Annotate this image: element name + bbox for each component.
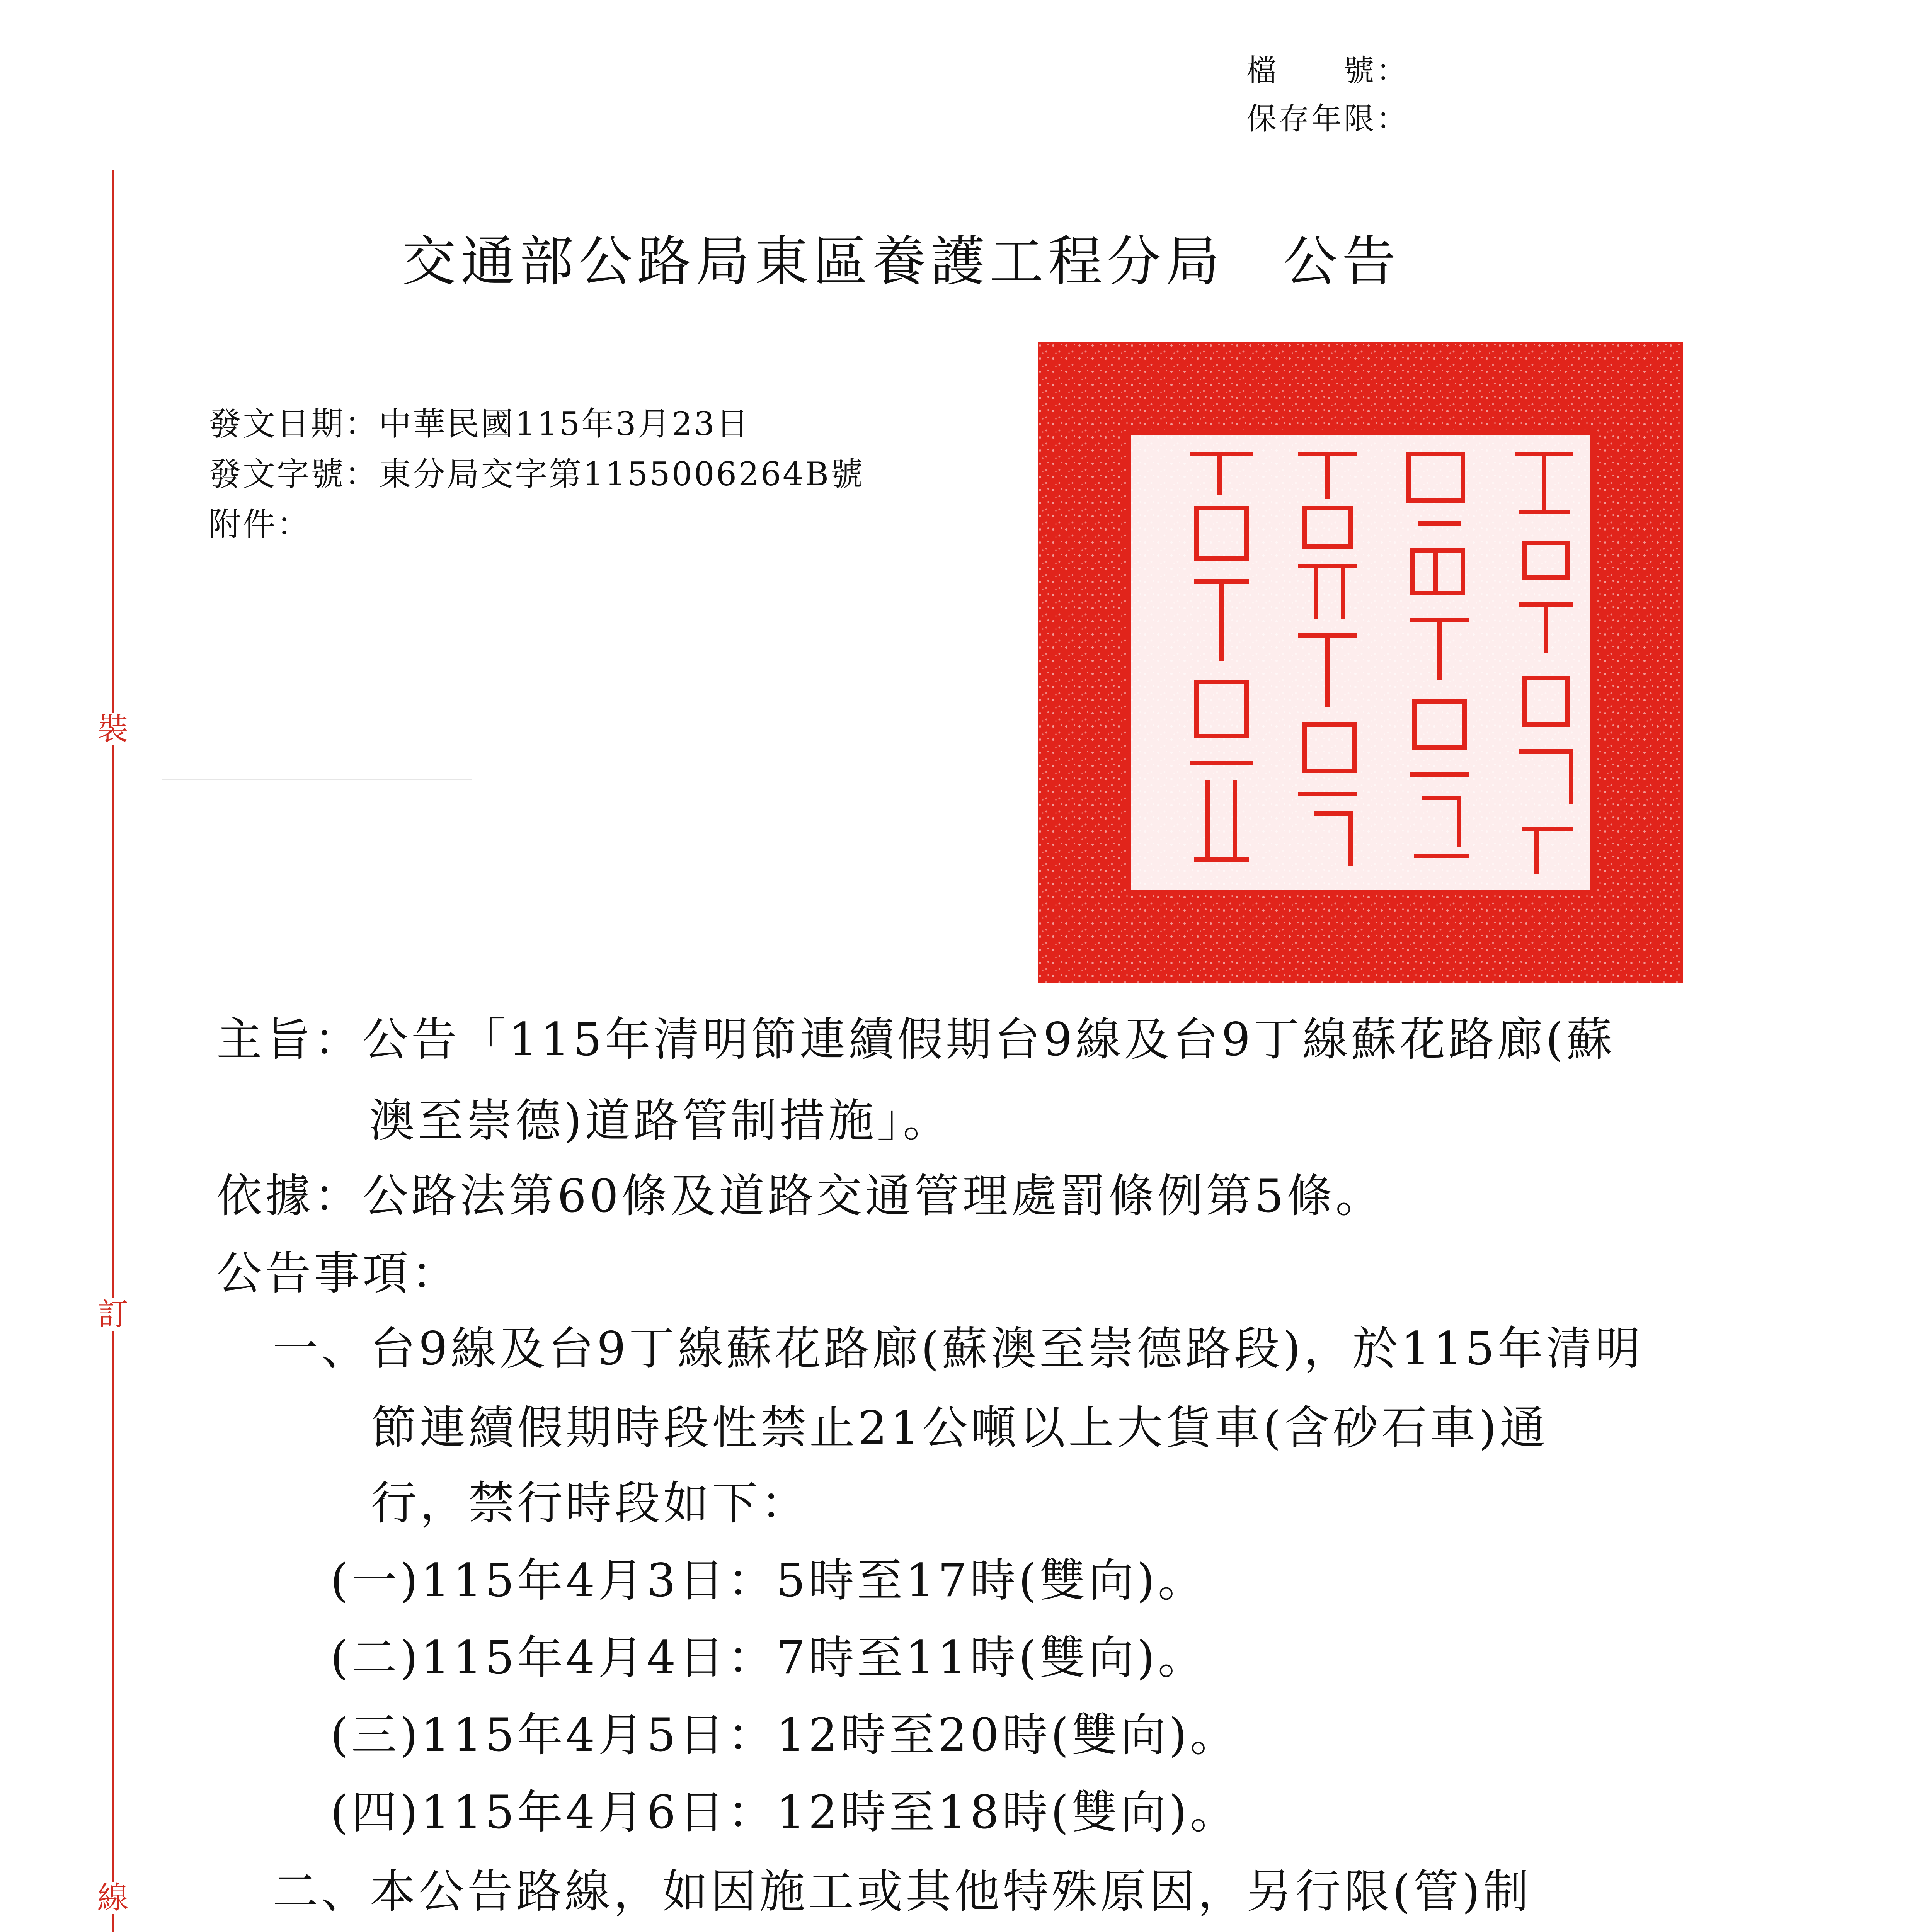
divider (162, 779, 472, 780)
basis-line: 依據：公路法第60條及道路交通管理處罰條例第5條。 (216, 1169, 1384, 1223)
file-number-label: 檔 號： (1246, 53, 1409, 88)
retention-label: 保存年限： (1246, 102, 1409, 136)
schedule-item-4: (四)115年4月6日：12時至18時(雙向)。 (330, 1786, 1239, 1839)
item-2-line-1: 二、本公告路線，如因施工或其他特殊原因，另行限(管)制 (272, 1865, 1532, 1918)
page-title: 交通部公路局東區養護工程分局 公告 (402, 230, 1401, 293)
item-1-line-1: 一、台9線及台9丁線蘇花路廊(蘇澳至崇德路段)，於115年清明 (272, 1322, 1644, 1375)
binding-char-xian: 線 (97, 1880, 128, 1916)
item-1-line-2: 節連續假期時段性禁止21公噸以上大貨車(含砂石車)通 (371, 1401, 1549, 1454)
item-1-line-3: 行，禁行時段如下： (371, 1476, 810, 1530)
issue-date: 發文日期：中華民國115年3月23日 (209, 405, 750, 443)
official-seal (1038, 342, 1683, 983)
notice-heading: 公告事項： (216, 1247, 460, 1300)
attachment-label: 附件： (209, 505, 311, 543)
binding-char-ding: 訂 (97, 1296, 128, 1332)
binding-char-zhuang: 裝 (97, 711, 128, 747)
binding-line (112, 170, 114, 1932)
schedule-item-3: (三)115年4月5日：12時至20時(雙向)。 (330, 1708, 1239, 1762)
subject-line-1: 主旨：公告「115年清明節連續假期台9線及台9丁線蘇花路廊(蘇 (216, 1013, 1616, 1066)
subject-line-2: 澳至崇德)道路管制措施」。 (369, 1094, 952, 1147)
issue-number: 發文字號：東分局交字第1155006264B號 (209, 455, 865, 493)
schedule-item-2: (二)115年4月4日：7時至11時(雙向)。 (330, 1631, 1207, 1684)
schedule-item-1: (一)115年4月3日：5時至17時(雙向)。 (330, 1554, 1207, 1607)
